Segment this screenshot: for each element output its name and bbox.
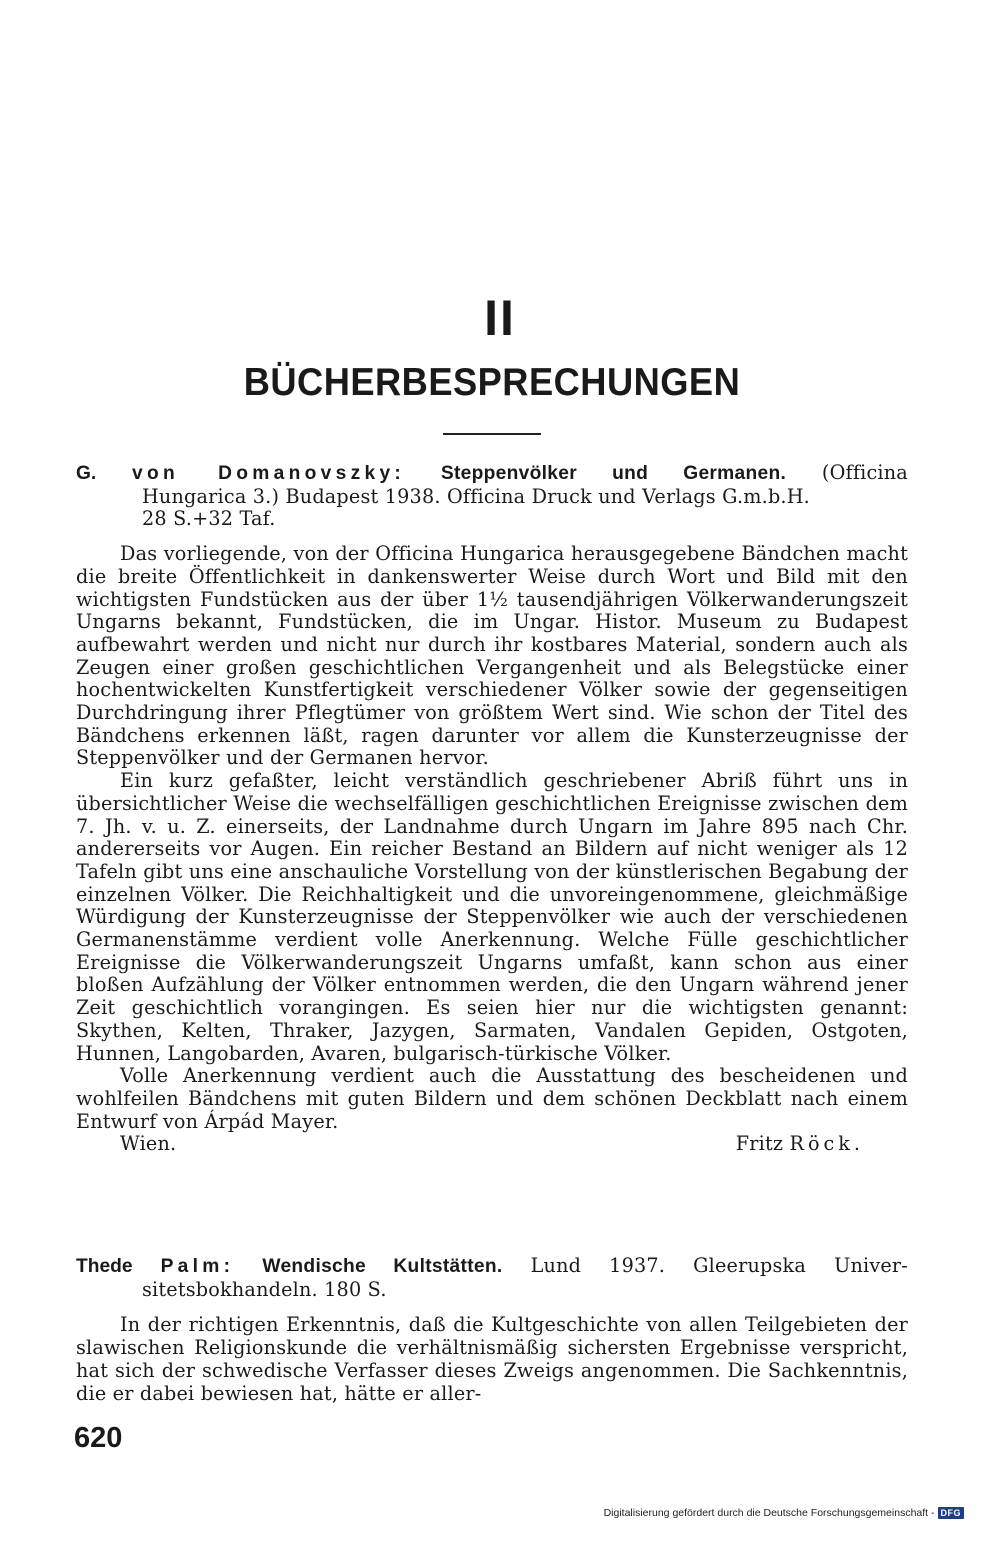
- section-divider: [443, 433, 541, 435]
- review-domanovszky: [76, 462, 908, 1156]
- section-title: BÜCHERBESPRECHUNGEN: [243, 361, 741, 404]
- author-first-name: Thede: [76, 1256, 133, 1277]
- publication-info-line: sitetsbokhandeln. 180 S.: [142, 1277, 387, 1301]
- review-paragraph: Volle Anerkennung verdient auch die Ausstattung des bescheidenen und wohlfeilen Bändchens mit guten Bildern und dem schönen Deckblatt nach einem Entwurf von Árpád Mayer.: [76, 1064, 908, 1133]
- review-heading: [76, 462, 908, 486]
- publication-info-line: Hungarica 3.) Budapest 1938. Officina Druck und Verlags G.m.b.H.: [142, 484, 810, 508]
- section-number: II: [484, 290, 516, 346]
- author-initial: G.: [76, 463, 97, 484]
- book-title: Steppenvölker und Germanen.: [440, 463, 787, 484]
- review-palm: [76, 1255, 908, 1405]
- page-number: 620: [74, 1422, 123, 1454]
- review-paragraph: In der richtigen Erkenntnis, daß die Kultgeschichte von allen Teilgebieten der slawischen Religionskunde die verhältnismäßig sichersten Ergebnisse verspricht, hat sich der schwedische Verfasser dieses Zweigs angenommen. Die Sachkenntnis, die er dabei bewiesen hat, hätte er aller-: [76, 1313, 908, 1405]
- dfg-logo-icon: DFG: [938, 1507, 965, 1519]
- reviewer-surname: Röck.: [789, 1132, 864, 1156]
- review-signoff: [76, 1133, 908, 1156]
- reviewer-name: [736, 1133, 864, 1156]
- author-name: Palm:: [160, 1256, 235, 1277]
- review-place: Wien.: [120, 1132, 177, 1156]
- digitization-credit: [604, 1506, 964, 1520]
- review-paragraph: Das vorliegende, von der Officina Hungarica herausgegebene Bändchen macht die breite Öffentlichkeit in dankenswerter Weise durch Wort und Bild mit den wichtigsten Fundstücken aus der über 1½ tausendjährigen Völkerwanderungszeit Ungarns bekannt, Fundstücken, die im Ungar. Histor. Museum zu Budapest aufbewahrt werden und nicht nur durch ihr kostbares Material, sondern auch als Zeugen einer großen geschichtlichen Vergangenheit und als Belegstücke einer hochentwickelten Kunstfertigkeit verschiedener Völker sowie der gegenseitigen Durchdringung ihrer Pflegtümer von größtem Wert sind. Wie schon der Titel des Bändchens erkennen läßt, ragen darunter vor allem die Kunsterzeugnisse der Steppenvölker und der Germanen hervor.: [76, 542, 908, 770]
- publication-info: (Officina: [821, 461, 908, 484]
- publication-info: Lund 1937. Gleerupska Univer-: [530, 1254, 908, 1277]
- author-name: von Domanovszky:: [132, 463, 406, 484]
- review-heading: [76, 1255, 908, 1279]
- publication-info-line: 28 S.+32 Taf.: [142, 507, 276, 531]
- reviewer-first-name: Fritz: [735, 1132, 784, 1156]
- book-title: Wendische Kultstätten.: [262, 1256, 503, 1277]
- credit-text: Digitalisierung gefördert durch die Deutsche Forschungsgemeinschaft -: [603, 1507, 935, 1519]
- review-paragraph: Ein kurz gefaßter, leicht verständlich geschriebener Abriß führt uns in übersichtlicher Weise die wechselfälligen geschichtlichen Ereignisse zwischen dem 7. Jh. v. u. Z. einerseits, der Landnahme durch Ungarn im Jahre 895 nach Chr. andererseits vor Augen. Ein reicher Bestand an Bildern auf nicht weniger als 12 Tafeln gibt uns eine anschauliche Vorstellung von der künstlerischen Begabung der einzelnen Völker. Die Reichhaltigkeit und die unvoreingenommene, gleichmäßige Würdigung der Kunsterzeugnisse der Steppenvölker wie auch der verschiedenen Germanenstämme verdient volle Anerkennung. Welche Fülle geschichtlicher Ereignisse die Völkerwanderungszeit Ungarns umfaßt, kann schon aus einer bloßen Aufzählung der Völker entnommen werden, die den Ungarn während jener Zeit geschichtlich vorangingen. Es seien hier nur die wichtigsten genannt: Skythen, Kelten, Thraker, Jazygen, Sarmaten, Vandalen Gepiden, Ostgoten, Hunnen, Langobarden, Avaren, bulgarisch-türkische Völker.: [76, 769, 908, 1065]
